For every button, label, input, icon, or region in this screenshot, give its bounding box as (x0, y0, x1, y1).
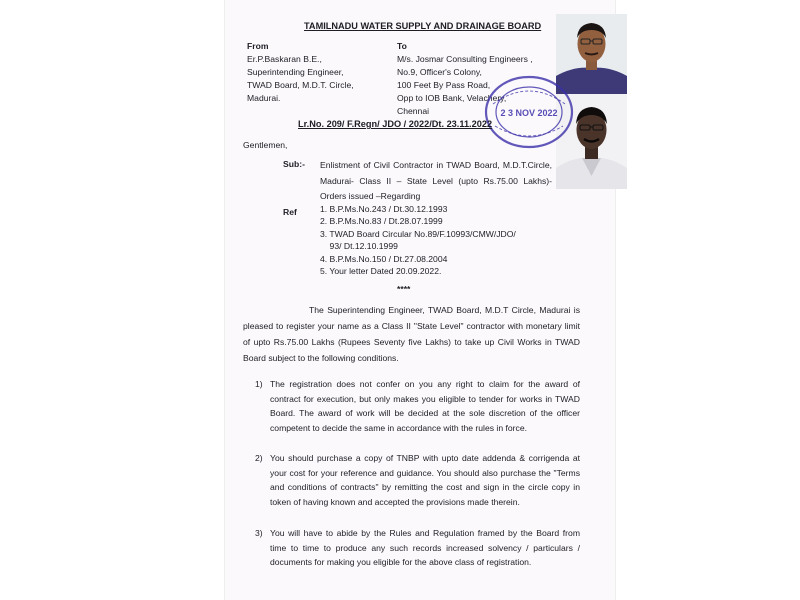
reference-list (320, 203, 516, 277)
condition-number: 1) (255, 379, 263, 389)
reference-item: 93/ Dt.12.10.1999 (320, 241, 398, 252)
subject-text: Enlistment of Civil Contractor in TWAD Board, M.D.T.Circle, Madurai- Class II – State Level (upto Rs.75.00 Lakhs)- Orders issued –Regarding (320, 160, 552, 201)
sender-line: Er.P.Baskaran B.E., (247, 54, 322, 64)
stamp-date: 2 3 NOV 2022 (500, 108, 558, 118)
recipient-line: 100 Feet By Pass Road, (397, 80, 491, 90)
office-seal-stamp (483, 74, 575, 150)
condition-number: 3) (255, 528, 263, 538)
from-label: From (247, 41, 269, 51)
condition-text: You should purchase a copy of TNBP with upto date addenda & corrigenda at your cost for your reference and guidance. You should also purchase the "Terms and conditions of contracts" by remitting the cost and sign in the circle copy in token of having known and accepted the provisions made therein. (270, 453, 580, 507)
condition-text: The registration does not confer on you any right to claim for the award of contract for execution, but only makes you eligible to tender for works in TWAD Board. The award of work will be decided at the sole discretion of the officer competent to decide the same in accordance with the rules in force. (270, 379, 580, 433)
sender-address (247, 53, 354, 105)
condition-text: You will have to abide by the Rules and Regulation framed by the Board from time to time to produce any such records increased solvency / particulars / documents for making you eligible for the above class of registration. (270, 528, 580, 568)
to-label: To (397, 41, 407, 51)
reference-item: 4. B.P.Ms.No.150 / Dt.27.08.2004 (320, 253, 448, 264)
sender-line: Superintending Engineer, (247, 67, 344, 77)
sender-line: Madurai. (247, 93, 281, 103)
section-separator: **** (397, 284, 411, 294)
board-title: TAMILNADU WATER SUPPLY AND DRAINAGE BOARD (304, 21, 542, 31)
reference-item: 1. B.P.Ms.No.243 / Dt.30.12.1993 (320, 204, 448, 214)
subject-label: Sub:- (283, 159, 305, 169)
recipient-line: Chennai (397, 106, 430, 116)
letter-number: Lr.No. 209/ F.Regn/ JDO / 2022/Dt. 23.11.2022 (298, 119, 493, 129)
reference-item: 5. Your letter Dated 20.09.2022. (320, 266, 442, 277)
condition-number: 2) (255, 453, 263, 463)
body-paragraph: The Superintending Engineer, TWAD Board, M.D.T Circle, Madurai is pleased to register your name as a Class II "State Level" contractor with monetary limit of upto Rs.75.00 Lakhs (Rupees Seventy five Lakhs) to take up Civil Works in TWAD Board subject to the following conditions. (243, 305, 580, 363)
reference-item: 3. TWAD Board Circular No.89/F.10993/CMW/JDO/ (320, 228, 516, 239)
recipient-line: No.9, Officer's Colony, (397, 67, 482, 77)
reference-item: 2. B.P.Ms.No.83 / Dt.28.07.1999 (320, 216, 443, 227)
sender-line: TWAD Board, M.D.T. Circle, (247, 80, 354, 90)
reference-label: Ref (283, 207, 297, 217)
recipient-line: M/s. Josmar Consulting Engineers , (397, 54, 533, 64)
salutation: Gentlemen, (243, 140, 288, 150)
recipient-line: Opp to IOB Bank, Velachery, (397, 93, 507, 103)
